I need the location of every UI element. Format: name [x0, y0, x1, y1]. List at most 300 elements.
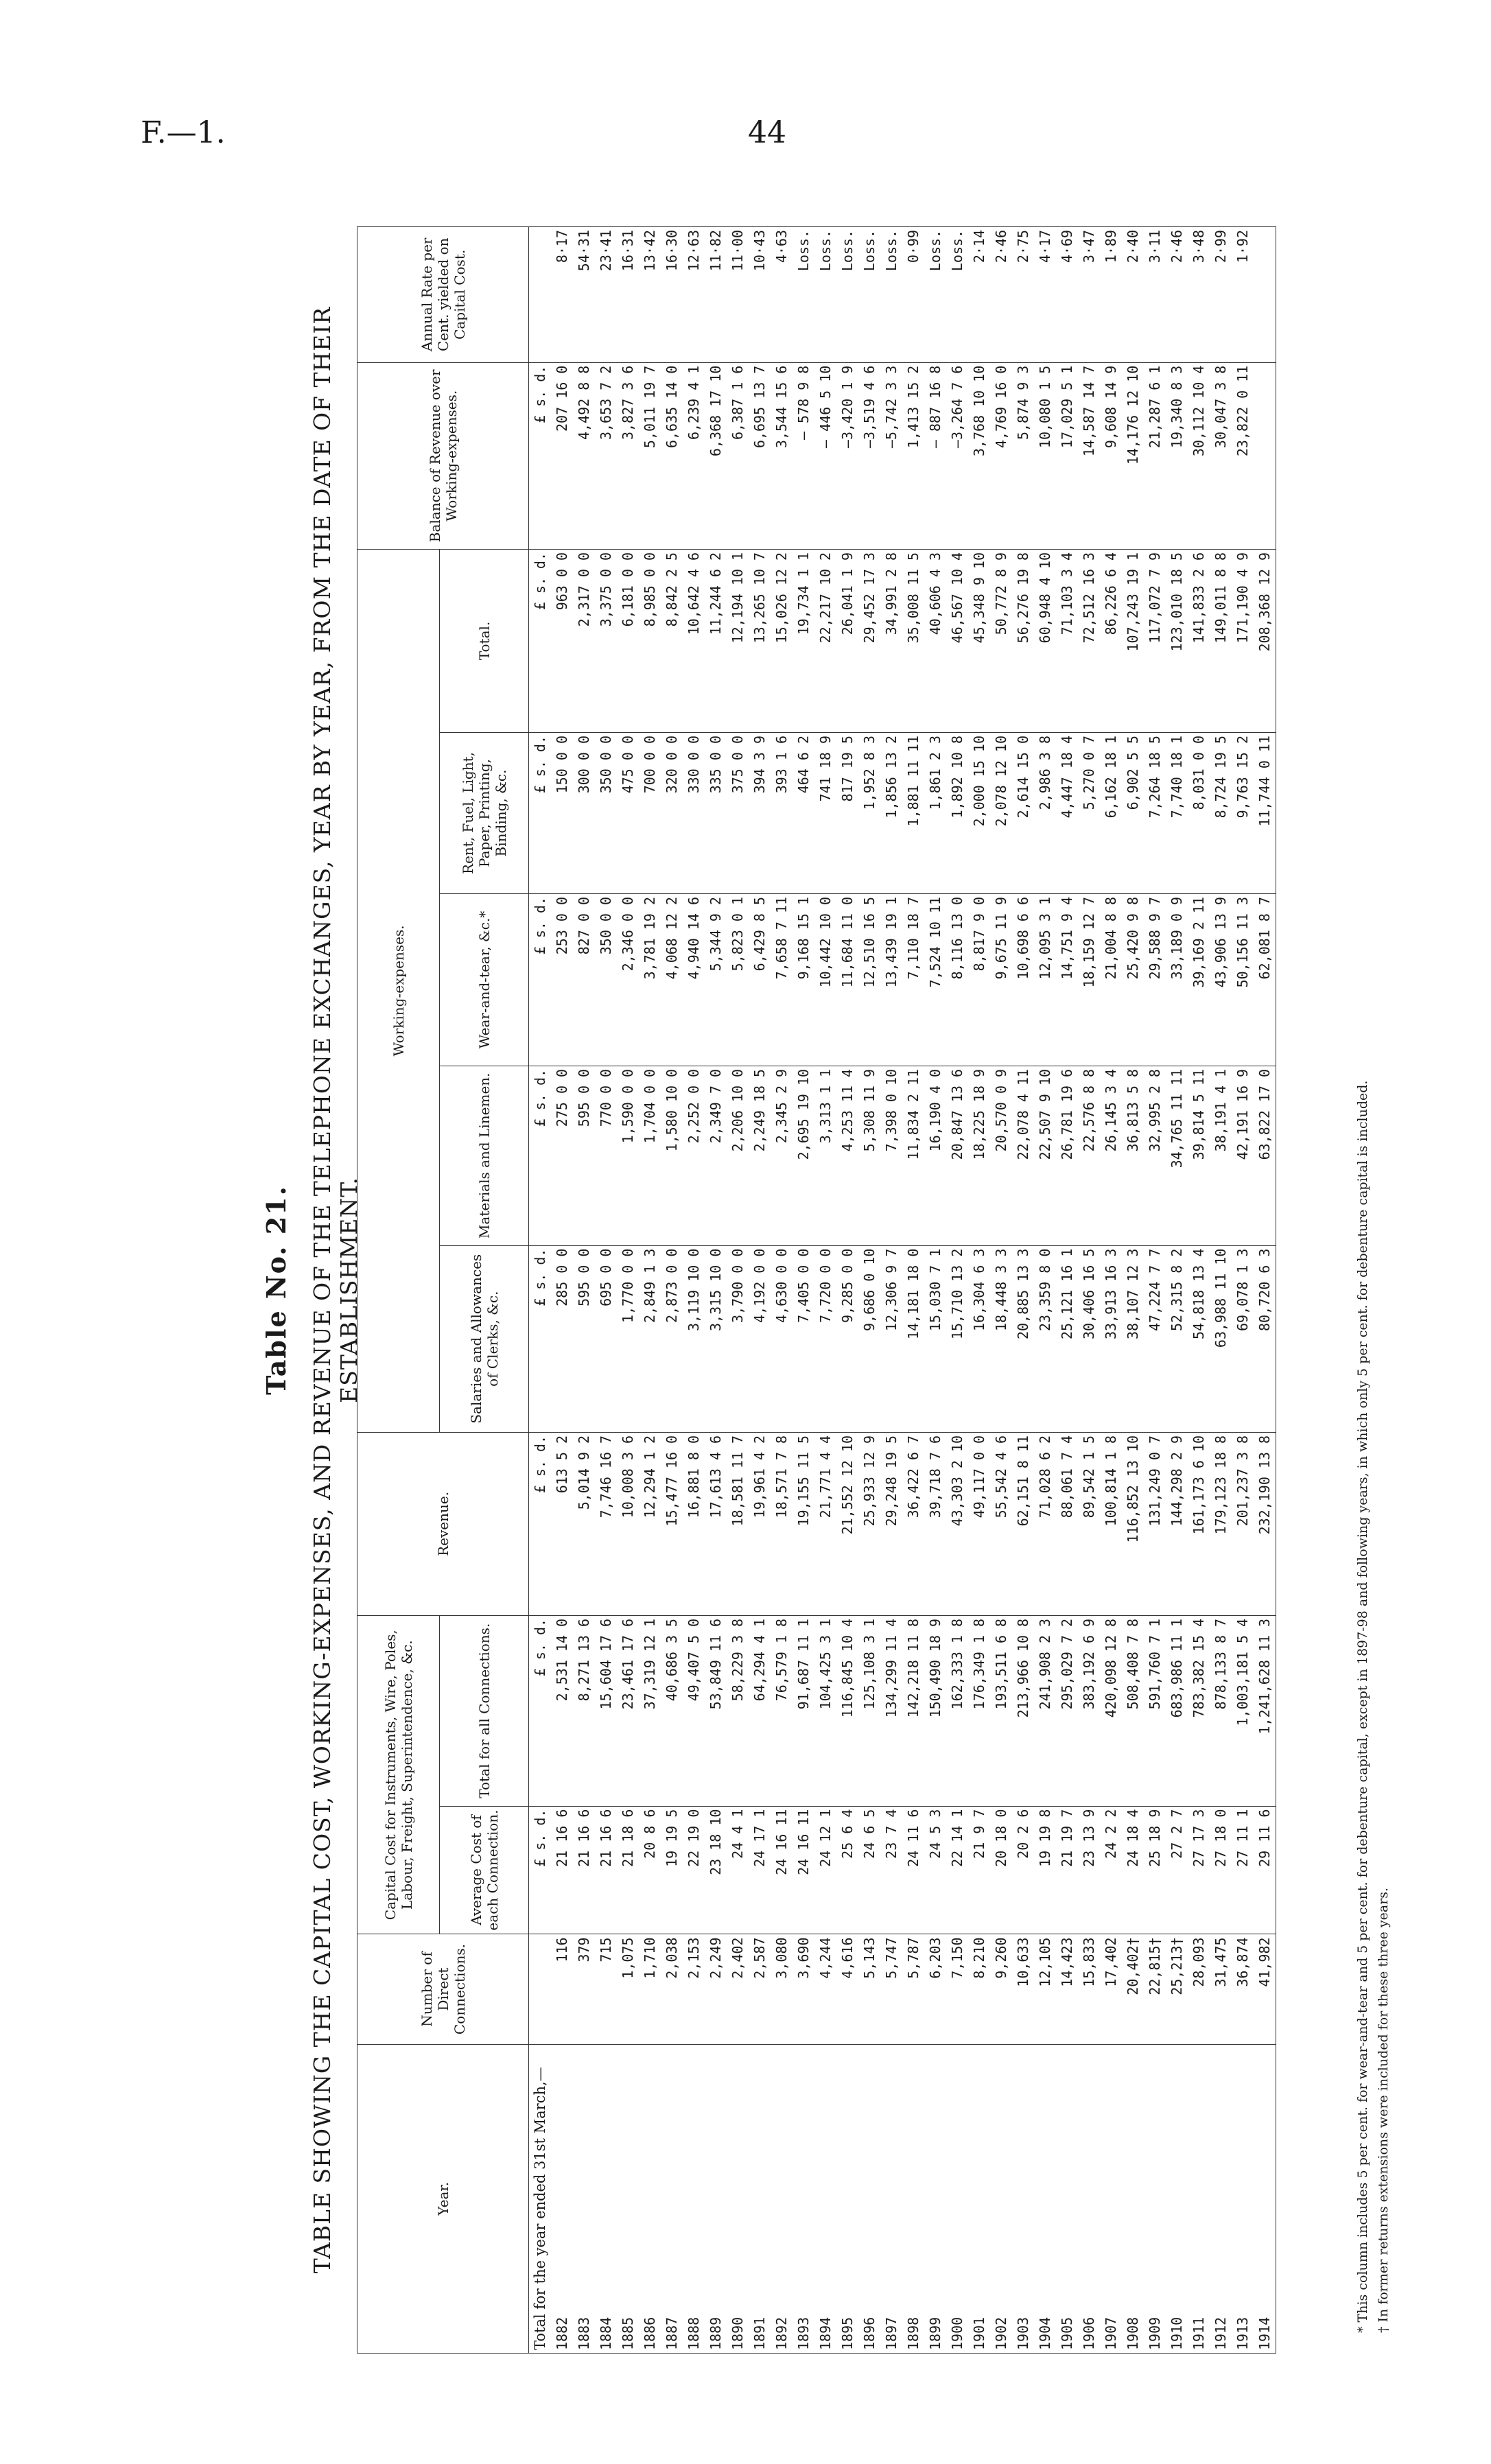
table-cell: 2,317 0 0 [573, 550, 595, 733]
table-cell: Loss. [946, 227, 968, 363]
table-cell: 595 0 0 [573, 1066, 595, 1245]
table-cell: 1,241,628 11 3 [1254, 1615, 1276, 1806]
table-cell: 2,249 [705, 1934, 727, 2044]
table-cell: 76,579 1 8 [771, 1615, 793, 1806]
header-connections: Number of Direct Connections. [357, 1934, 529, 2044]
table-cell: 1,856 13 2 [880, 733, 902, 894]
table-cell: 285 0 0 [551, 1245, 573, 1432]
table-cell: Loss. [814, 227, 836, 363]
table-cell: 3,781 19 2 [639, 893, 661, 1066]
table-cell: 8,116 13 0 [946, 893, 968, 1066]
table-cell: 1907 [1100, 2044, 1122, 2353]
table-cell: –3,519 4 6 [858, 362, 880, 549]
table-cell: 13,265 10 7 [749, 550, 771, 733]
table-cell: 1910 [1166, 2044, 1188, 2353]
table-row [902, 227, 924, 2354]
table-cell: 24 11 6 [902, 1806, 924, 1934]
table-row [749, 227, 771, 2354]
table-cell: 3,690 [793, 1934, 814, 2044]
table-cell: 4·17 [1034, 227, 1056, 363]
table-cell: 10,698 6 6 [1012, 893, 1034, 1066]
table-cell: 125,108 3 1 [858, 1615, 880, 1806]
table-cell: 134,299 11 4 [880, 1615, 902, 1806]
table-cell: 9,763 15 2 [1232, 733, 1254, 894]
table-cell: 9,675 11 9 [990, 893, 1012, 1066]
table-cell: 19,961 4 2 [749, 1432, 771, 1615]
table-cell: 2,000 15 10 [968, 733, 990, 894]
table-cell: 4,192 0 0 [749, 1245, 771, 1432]
table-cell: Loss. [793, 227, 814, 363]
table-cell: 142,218 11 8 [902, 1615, 924, 1806]
table-cell: 2,206 10 0 [727, 1066, 749, 1245]
table-cell: 1892 [771, 2044, 793, 2353]
table-cell: 43,906 13 9 [1210, 893, 1232, 1066]
header-working-group: Working-expenses. [357, 550, 440, 1433]
table-cell: 963 0 0 [551, 550, 573, 733]
table-cell: 12,105 [1034, 1934, 1056, 2044]
table-cell: 80,720 6 3 [1254, 1245, 1276, 1432]
table-cell: 6,368 17 10 [705, 362, 727, 549]
table-cell: Loss. [924, 227, 946, 363]
table-cell: 19,734 1 1 [793, 550, 814, 733]
table-cell: 5,143 [858, 1934, 880, 2044]
table-cell: 62,081 8 7 [1254, 893, 1276, 1066]
table-cell: 42,191 16 9 [1232, 1066, 1254, 1245]
header-materials: Materials and Linemen. [440, 1066, 529, 1245]
table-cell: 27 18 0 [1210, 1806, 1232, 1934]
table-cell: 335 0 0 [705, 733, 727, 894]
table-cell: 715 [595, 1934, 617, 2044]
page-code: F.—1. [141, 115, 226, 150]
table-cell: 201,237 3 8 [1232, 1432, 1254, 1615]
table-cell: 24 17 1 [749, 1806, 771, 1934]
table-cell: 12·63 [683, 227, 705, 363]
table-cell: 24 16 11 [793, 1806, 814, 1934]
table-cell: 144,298 2 9 [1166, 1432, 1188, 1615]
table-cell: 878,133 8 7 [1210, 1615, 1232, 1806]
table-cell: 5,011 19 7 [639, 362, 661, 549]
table-cell: 35,008 11 5 [902, 550, 924, 733]
table-cell: 9,168 15 1 [793, 893, 814, 1066]
table-cell: 116 [551, 1934, 573, 2044]
table-cell: 613 5 2 [551, 1432, 573, 1615]
table-cell: 19,155 11 5 [793, 1432, 814, 1615]
table-cell: 22,078 4 11 [1012, 1066, 1034, 1245]
table-cell: –5,742 3 3 [880, 362, 902, 549]
table-cell: 1,003,181 5 4 [1232, 1615, 1254, 1806]
table-cell: 58,229 3 8 [727, 1615, 749, 1806]
table-row [858, 227, 880, 2354]
header-rate: Annual Rate per Cent. yielded on Capital Cost. [357, 227, 529, 363]
table-cell: 50,772 8 9 [990, 550, 1012, 733]
table-cell: 34,991 2 8 [880, 550, 902, 733]
table-cell: 6,635 14 0 [661, 362, 683, 549]
table-cell: 19 19 5 [661, 1806, 683, 1934]
table-cell: 63,988 11 10 [1210, 1245, 1232, 1432]
table-cell: 591,760 7 1 [1144, 1615, 1166, 1806]
table-cell: 12,306 9 7 [880, 1245, 902, 1432]
table-cell: 22,576 8 8 [1078, 1066, 1100, 1245]
table-cell: 20,885 13 3 [1012, 1245, 1034, 1432]
unit-label: £ s. d. [529, 1615, 552, 1806]
table-cell: 38,191 4 1 [1210, 1066, 1232, 1245]
table-cell: 15,604 17 6 [595, 1615, 617, 1806]
table-cell: 54,818 13 4 [1188, 1245, 1210, 1432]
table-cell: 3·48 [1188, 227, 1210, 363]
table-cell: 1,952 8 3 [858, 733, 880, 894]
table-cell: 18,159 12 7 [1078, 893, 1100, 1066]
table-cell: 25,933 12 9 [858, 1432, 880, 1615]
table-cell: 6,695 13 7 [749, 362, 771, 549]
table-cell: 12,294 1 2 [639, 1432, 661, 1615]
table-cell: 12,510 16 5 [858, 893, 880, 1066]
table-cell: 464 6 2 [793, 733, 814, 894]
table-cell: 47,224 7 7 [1144, 1245, 1166, 1432]
table-cell: 45,348 9 10 [968, 550, 990, 733]
table-cell: Loss. [880, 227, 902, 363]
table-cell: 11,744 0 11 [1254, 733, 1276, 894]
table-cell: 21 9 7 [968, 1806, 990, 1934]
table-cell: 1,413 15 2 [902, 362, 924, 549]
table-cell: 1890 [727, 2044, 749, 2353]
table-cell [1254, 227, 1276, 363]
table-cell: 23,822 0 11 [1232, 362, 1254, 549]
table-cell: 141,833 2 6 [1188, 550, 1210, 733]
table-cell: 100,814 1 8 [1100, 1432, 1122, 1615]
table-cell: 2·99 [1210, 227, 1232, 363]
table-cell: 17,402 [1100, 1934, 1122, 2044]
table-row [705, 227, 727, 2354]
table-row [1056, 227, 1078, 2354]
table-cell: 21,287 6 1 [1144, 362, 1166, 549]
header-revenue: Revenue. [357, 1432, 529, 1615]
table-cell: 69,078 1 3 [1232, 1245, 1254, 1432]
table-cell: 15,477 16 0 [661, 1432, 683, 1615]
table-cell: 1889 [705, 2044, 727, 2353]
table-cell: 2,986 3 8 [1034, 733, 1056, 894]
table-cell: 30,047 3 8 [1210, 362, 1232, 549]
table-cell: 7,405 0 0 [793, 1245, 814, 1432]
table-cell: 24 2 2 [1100, 1806, 1122, 1934]
table-cell: 20,570 0 9 [990, 1066, 1012, 1245]
table-cell: 71,103 3 4 [1056, 550, 1078, 733]
table-cell: 208,368 12 9 [1254, 550, 1276, 733]
table-cell: 7,110 18 7 [902, 893, 924, 1066]
table-cell: 12,194 10 1 [727, 550, 749, 733]
table-cell: 1893 [793, 2044, 814, 2353]
table-cell: 161,173 6 10 [1188, 1432, 1210, 1615]
table-cell: 7,398 0 10 [880, 1066, 902, 1245]
table-cell: 1885 [617, 2044, 639, 2353]
table-cell: 3,544 15 6 [771, 362, 793, 549]
unit-label: £ s. d. [529, 550, 552, 733]
table-cell: 320 0 0 [661, 733, 683, 894]
table-cell: 89,542 1 5 [1078, 1432, 1100, 1615]
table-cell: 13·42 [639, 227, 661, 363]
table-cell: 16·31 [617, 227, 639, 363]
table-cell: 4,630 0 0 [771, 1245, 793, 1432]
table-cell: 22,507 9 10 [1034, 1066, 1056, 1245]
table-cell: –3,264 7 6 [946, 362, 968, 549]
table-cell: 6,387 1 6 [727, 362, 749, 549]
table-cell: 20 8 6 [639, 1806, 661, 1934]
table-cell: 770 0 0 [595, 1066, 617, 1245]
table-cell: 3,827 3 6 [617, 362, 639, 549]
table-cell: 21,552 12 10 [836, 1432, 858, 1615]
table-cell: 40,606 4 3 [924, 550, 946, 733]
table-cell: 131,249 0 7 [1144, 1432, 1166, 1615]
table-cell: 36,813 5 8 [1122, 1066, 1144, 1245]
table-cell: 700 0 0 [639, 733, 661, 894]
table-cell: 1912 [1210, 2044, 1232, 2353]
table-cell: 7,524 10 11 [924, 893, 946, 1066]
table-cell: 1905 [1056, 2044, 1078, 2353]
table-row [1012, 227, 1034, 2354]
table-cell: 10,642 4 6 [683, 550, 705, 733]
table-cell: 5,787 [902, 1934, 924, 2044]
unit-label: £ s. d. [529, 1066, 552, 1245]
table-cell: 11,244 6 2 [705, 550, 727, 733]
table-row [573, 227, 595, 2354]
table-cell: 295,029 7 2 [1056, 1615, 1078, 1806]
table-cell: 25 18 9 [1144, 1806, 1166, 1934]
table-cell: 5,823 0 1 [727, 893, 749, 1066]
table-cell: 6,239 4 1 [683, 362, 705, 549]
table-cell: 18,581 11 7 [727, 1432, 749, 1615]
table-cell: 1887 [661, 2044, 683, 2353]
table-cell: 38,107 12 3 [1122, 1245, 1144, 1432]
table-cell: 1,861 2 3 [924, 733, 946, 894]
table-cell: 23,461 17 6 [617, 1615, 639, 1806]
table-cell: 4,769 16 0 [990, 362, 1012, 549]
table-cell: 0·99 [902, 227, 924, 363]
table-cell: 39,169 2 11 [1188, 893, 1210, 1066]
table-row [1034, 227, 1056, 2354]
table-cell: 2·40 [1122, 227, 1144, 363]
table-cell: 11,684 11 0 [836, 893, 858, 1066]
header-year: Year. [357, 2044, 529, 2353]
table-row [814, 227, 836, 2354]
header-wear: Wear-and-tear, &c.* [440, 893, 529, 1066]
table-cell: Loss. [858, 227, 880, 363]
table-cell: 4,492 8 8 [573, 362, 595, 549]
table-cell: 7,658 7 11 [771, 893, 793, 1066]
table-cell: 32,995 2 8 [1144, 1066, 1166, 1245]
table-cell: 19,340 8 3 [1166, 362, 1188, 549]
table-cell: – 578 9 8 [793, 362, 814, 549]
table-cell: 30,406 16 5 [1078, 1245, 1100, 1432]
table-cell: 4,616 [836, 1934, 858, 2044]
table-cell: 27 11 1 [1232, 1806, 1254, 1934]
table-cell: 22 19 0 [683, 1806, 705, 1934]
table-cell: 54·31 [573, 227, 595, 363]
table-cell: 275 0 0 [551, 1066, 573, 1245]
table-cell: 117,072 7 9 [1144, 550, 1166, 733]
table-cell: 1886 [639, 2044, 661, 2353]
table-cell: 9,285 0 0 [836, 1245, 858, 1432]
rotated-table-sheet [261, 226, 1441, 2354]
table-cell: 3·47 [1078, 227, 1100, 363]
table-cell: 1897 [880, 2044, 902, 2353]
table-cell: 21,771 4 4 [814, 1432, 836, 1615]
table-cell: 52,315 8 2 [1166, 1245, 1188, 1432]
table-cell: 28,093 [1188, 1934, 1210, 2044]
table-cell: 179,123 18 8 [1210, 1432, 1232, 1615]
table-cell: 29,588 9 7 [1144, 893, 1166, 1066]
table-cell: 171,190 4 9 [1232, 550, 1254, 733]
table-cell: 21 16 6 [573, 1806, 595, 1934]
table-cell: 420,098 12 8 [1100, 1615, 1122, 1806]
table-cell: 10,442 10 0 [814, 893, 836, 1066]
header-balance: Balance of Revenue over Working-expenses. [357, 362, 529, 549]
table-cell: 29,248 19 5 [880, 1432, 902, 1615]
table-cell: 2,402 [727, 1934, 749, 2044]
table-row [924, 227, 946, 2354]
table-cell: 8,724 19 5 [1210, 733, 1232, 894]
table-cell: 2·46 [990, 227, 1012, 363]
table-cell: 41,982 [1254, 1934, 1276, 2044]
table-cell: 20 18 0 [990, 1806, 1012, 1934]
table-row [639, 227, 661, 2354]
table-cell: 18,571 7 8 [771, 1432, 793, 1615]
table-cell: 5,014 9 2 [573, 1432, 595, 1615]
telephone-exchanges-table [357, 226, 1276, 2354]
table-cell: 1895 [836, 2044, 858, 2353]
table-cell: 11·00 [727, 227, 749, 363]
table-cell: 14,176 12 10 [1122, 362, 1144, 549]
table-cell: 683,986 11 1 [1166, 1615, 1188, 1806]
table-cell: 31,475 [1210, 1934, 1232, 2044]
table-cell: 3,375 0 0 [595, 550, 617, 733]
table-cell: 330 0 0 [683, 733, 705, 894]
table-row [968, 227, 990, 2354]
table-cell: 10,633 [1012, 1934, 1034, 2044]
table-cell: 23 7 4 [880, 1806, 902, 1934]
table-cell: 7,720 0 0 [814, 1245, 836, 1432]
table-cell: 393 1 6 [771, 733, 793, 894]
unit-label: £ s. d. [529, 1432, 552, 1615]
table-cell: 50,156 11 3 [1232, 893, 1254, 1066]
table-cell: 2,252 0 0 [683, 1066, 705, 1245]
table-cell: 383,192 6 9 [1078, 1615, 1100, 1806]
table-cell: 22,217 10 2 [814, 550, 836, 733]
table-cell: 25 6 4 [836, 1806, 858, 1934]
table-cell: 253 0 0 [551, 893, 573, 1066]
table-cell: 4,253 11 4 [836, 1066, 858, 1245]
table-cell: 2,873 0 0 [661, 1245, 683, 1432]
table-cell: 12,095 3 1 [1034, 893, 1056, 1066]
table-cell: 1·92 [1232, 227, 1254, 363]
table-cell: 11,834 2 11 [902, 1066, 924, 1245]
header-total-connections: Total for all Connections. [440, 1615, 529, 1806]
table-cell: 394 3 9 [749, 733, 771, 894]
table-cell: 2,153 [683, 1934, 705, 2044]
table-cell: 15,833 [1078, 1934, 1100, 2044]
table-cell: 9,686 0 10 [858, 1245, 880, 1432]
table-cell: 1896 [858, 2044, 880, 2353]
table-cell: 1,075 [617, 1934, 639, 2044]
header-rent: Rent, Fuel, Light, Paper, Printing, Binding, &c. [440, 733, 529, 894]
table-cell: 107,243 19 1 [1122, 550, 1144, 733]
table-cell: 49,407 5 0 [683, 1615, 705, 1806]
table-cell: 33,189 0 9 [1166, 893, 1188, 1066]
table-cell: 817 19 5 [836, 733, 858, 894]
unit-label: £ s. d. [529, 733, 552, 894]
table-cell: 21 16 6 [551, 1806, 573, 1934]
table-cell: 39,814 5 11 [1188, 1066, 1210, 1245]
table-cell: 14,423 [1056, 1934, 1078, 2044]
table-cell: 1903 [1012, 2044, 1034, 2353]
table-cell: 104,425 3 1 [814, 1615, 836, 1806]
table-cell: 29,452 17 3 [858, 550, 880, 733]
table-cell: 1·89 [1100, 227, 1122, 363]
table-cell: 18,448 3 3 [990, 1245, 1012, 1432]
table-cell: 508,408 7 8 [1122, 1615, 1144, 1806]
table-cell: 9,260 [990, 1934, 1012, 2044]
table-cell: 2,849 1 3 [639, 1245, 661, 1432]
table-cell: 3,768 10 10 [968, 362, 990, 549]
table-row [595, 227, 617, 2354]
table-cell: 25,213† [1166, 1934, 1188, 2044]
table-cell: 15,030 7 1 [924, 1245, 946, 1432]
table-cell: 25,121 16 1 [1056, 1245, 1078, 1432]
table-cell: 2·14 [968, 227, 990, 363]
header-salaries: Salaries and Allowances of Clerks, &c. [440, 1245, 529, 1432]
table-cell: 1911 [1188, 2044, 1210, 2353]
table-cell: 2,349 7 0 [705, 1066, 727, 1245]
table-cell: 2,078 12 10 [990, 733, 1012, 894]
table-cell: 1884 [595, 2044, 617, 2353]
table-cell: 8,271 13 6 [573, 1615, 595, 1806]
table-cell: 3,315 10 0 [705, 1245, 727, 1432]
table-cell: 1902 [990, 2044, 1012, 2353]
table-cell: 72,512 16 3 [1078, 550, 1100, 733]
table-cell: 7,150 [946, 1934, 968, 2044]
table-cell: 350 0 0 [595, 733, 617, 894]
table-cell: 232,190 13 8 [1254, 1432, 1276, 1615]
table-row [990, 227, 1012, 2354]
table-cell: 27 17 3 [1188, 1806, 1210, 1934]
table-label: Table No. 21. [261, 1185, 292, 1395]
table-cell: 1,881 11 11 [902, 733, 924, 894]
table-cell: 30,112 10 4 [1188, 362, 1210, 549]
table-cell: 21 19 7 [1056, 1806, 1078, 1934]
table-cell: 14,751 9 4 [1056, 893, 1078, 1066]
table-row [1188, 227, 1210, 2354]
table-cell: 4·69 [1056, 227, 1078, 363]
table-cell: 1,580 10 0 [661, 1066, 683, 1245]
table-cell: 1904 [1034, 2044, 1056, 2353]
table-caption: TABLE SHOWING THE CAPITAL COST, WORKING-EXPENSES, AND REVENUE OF THE TELEPHONE EXCHANGES, YEAR BY YEAR, FROM THE DATE OF THEIR ESTABLISHMENT. [309, 306, 362, 2274]
table-cell: 24 5 3 [924, 1806, 946, 1934]
table-row [793, 227, 814, 2354]
table-row [880, 227, 902, 2354]
table-cell: 213,966 10 8 [1012, 1615, 1034, 1806]
table-cell: 23·41 [595, 227, 617, 363]
table-cell: 16,304 6 3 [968, 1245, 990, 1432]
table-cell: 5,270 0 7 [1078, 733, 1100, 894]
table-cell: 16,190 4 0 [924, 1066, 946, 1245]
table-row [1232, 227, 1254, 2354]
table-cell: 1901 [968, 2044, 990, 2353]
footnote-extensions: † In former returns extensions were included for these three years. [1376, 1887, 1391, 2333]
table-cell: 150,490 18 9 [924, 1615, 946, 1806]
table-cell: 5,308 11 9 [858, 1066, 880, 1245]
table-cell: 1882 [551, 2044, 573, 2353]
table-cell: 783,382 15 4 [1188, 1615, 1210, 1806]
table-cell: 16,881 8 0 [683, 1432, 705, 1615]
table-cell: 741 18 9 [814, 733, 836, 894]
